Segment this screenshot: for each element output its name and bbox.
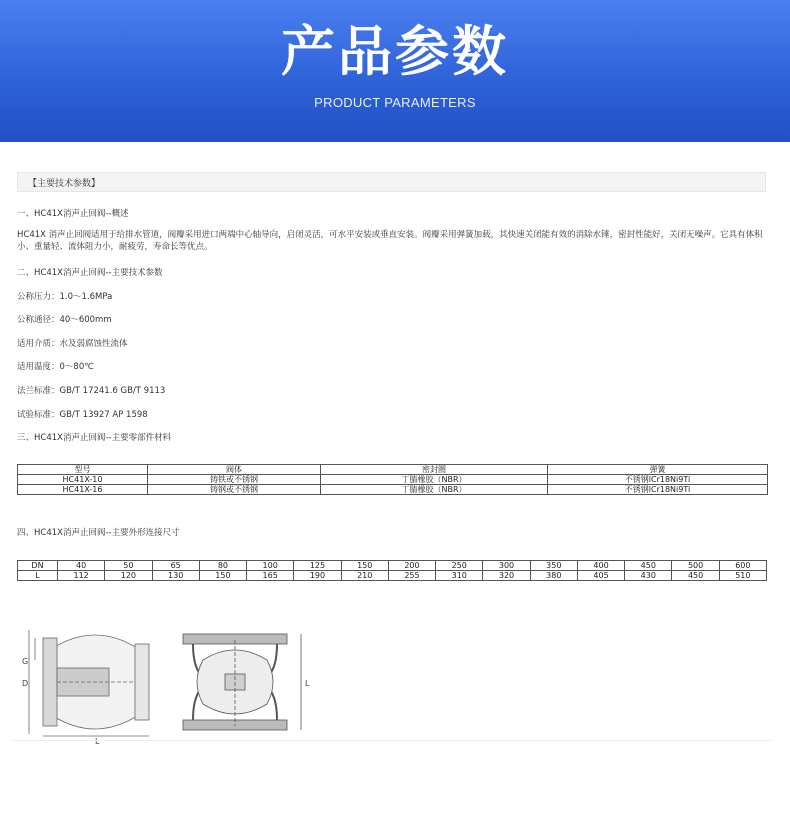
dn-cell: 500 <box>672 561 719 571</box>
table-cell: HC41X-16 <box>18 485 148 495</box>
l-cell: 190 <box>294 571 341 581</box>
param-pressure: 公称压力：1.0～1.6MPa <box>17 292 113 302</box>
label-d: D <box>22 679 29 688</box>
l-cell: 380 <box>530 571 577 581</box>
param-temperature: 适用温度：0～80℃ <box>17 362 94 372</box>
l-cell: 112 <box>58 571 105 581</box>
table-header-cell: 弹簧 <box>548 465 768 475</box>
table-cell: 铸铁或不锈钢 <box>148 475 321 485</box>
table-header-cell: 阀体 <box>148 465 321 475</box>
page-title: 产品参数 <box>281 20 509 83</box>
param-flange-standard: 法兰标准：GB/T 17241.6 GB/T 9113 <box>17 386 166 396</box>
dn-cell: 100 <box>247 561 294 571</box>
l-label-cell: L <box>18 571 58 581</box>
table-row <box>18 475 768 485</box>
table-row <box>18 485 768 495</box>
dn-label-cell: DN <box>18 561 58 571</box>
dn-row <box>18 561 767 571</box>
table-cell: 不锈钢lCr18Ni9Ti <box>548 475 768 485</box>
dn-cell: 600 <box>719 561 766 571</box>
l-cell: 450 <box>672 571 719 581</box>
dn-cell: 400 <box>577 561 624 571</box>
table-cell: 不锈钢lCr18Ni9Ti <box>548 485 768 495</box>
l-cell: 510 <box>719 571 766 581</box>
valve-side-drawing <box>29 630 149 736</box>
l-row <box>18 571 767 581</box>
l-cell: 210 <box>341 571 388 581</box>
header-banner <box>0 0 790 142</box>
dn-cell: 300 <box>483 561 530 571</box>
label-g: G <box>22 657 29 666</box>
table-header-row <box>18 465 768 475</box>
valve-drawings <box>17 620 323 744</box>
l-cell: 165 <box>247 571 294 581</box>
param-test-standard: 试验标准：GB/T 13927 AP 1598 <box>17 410 148 420</box>
section-header-bar <box>17 172 766 192</box>
materials-heading: 三、HC41X消声止回阀--主要零部件材料 <box>17 433 172 443</box>
table-header-cell: 型号 <box>18 465 148 475</box>
param-diameter: 公称通径：40～600mm <box>17 315 112 325</box>
l-cell: 310 <box>436 571 483 581</box>
table-cell: 丁腈橡胶（NBR） <box>321 485 548 495</box>
dn-cell: 350 <box>530 561 577 571</box>
dimensions-table <box>17 560 767 581</box>
l-cell: 255 <box>388 571 435 581</box>
dn-cell: 125 <box>294 561 341 571</box>
section-header-label: 【主要技术参数】 <box>28 179 101 189</box>
table-header-cell: 密封圈 <box>321 465 548 475</box>
dn-cell: 50 <box>105 561 152 571</box>
dn-cell: 150 <box>341 561 388 571</box>
dn-cell: 450 <box>625 561 672 571</box>
tech-params-heading: 二、HC41X消声止回阀--主要技术参数 <box>17 268 163 278</box>
dn-cell: 65 <box>152 561 199 571</box>
dn-cell: 250 <box>436 561 483 571</box>
label-l2: L <box>305 679 310 688</box>
valve-section-drawing <box>183 634 301 730</box>
divider <box>12 740 772 741</box>
table-cell: 铸钢或不锈钢 <box>148 485 321 495</box>
table-cell: HC41X-10 <box>18 475 148 485</box>
param-medium: 适用介质：水及弱腐蚀性流体 <box>17 339 128 349</box>
overview-text: HC41X 消声止回阀适用于给排水管道，阀瓣采用进口两端中心轴导向，启闭灵活，可水平安装或垂直安装。阀瓣采用弹簧加载，其快速关闭能有效的消除水锤，密封性能好，关闭无噪声。它具有体积小、重量轻、流体阻力小，耐疲劳，寿命长等优点。 <box>17 230 763 252</box>
l-cell: 320 <box>483 571 530 581</box>
l-cell: 120 <box>105 571 152 581</box>
l-cell: 130 <box>152 571 199 581</box>
l-cell: 430 <box>625 571 672 581</box>
materials-table <box>17 464 768 495</box>
dn-cell: 80 <box>199 561 246 571</box>
table-cell: 丁腈橡胶（NBR） <box>321 475 548 485</box>
l-cell: 150 <box>199 571 246 581</box>
l-cell: 405 <box>577 571 624 581</box>
dn-cell: 200 <box>388 561 435 571</box>
overview-heading: 一、HC41X消声止回阀--概述 <box>17 209 129 219</box>
dn-cell: 40 <box>58 561 105 571</box>
page-subtitle: PRODUCT PARAMETERS <box>314 95 476 110</box>
dimensions-heading: 四、HC41X消声止回阀--主要外形连接尺寸 <box>17 528 180 538</box>
